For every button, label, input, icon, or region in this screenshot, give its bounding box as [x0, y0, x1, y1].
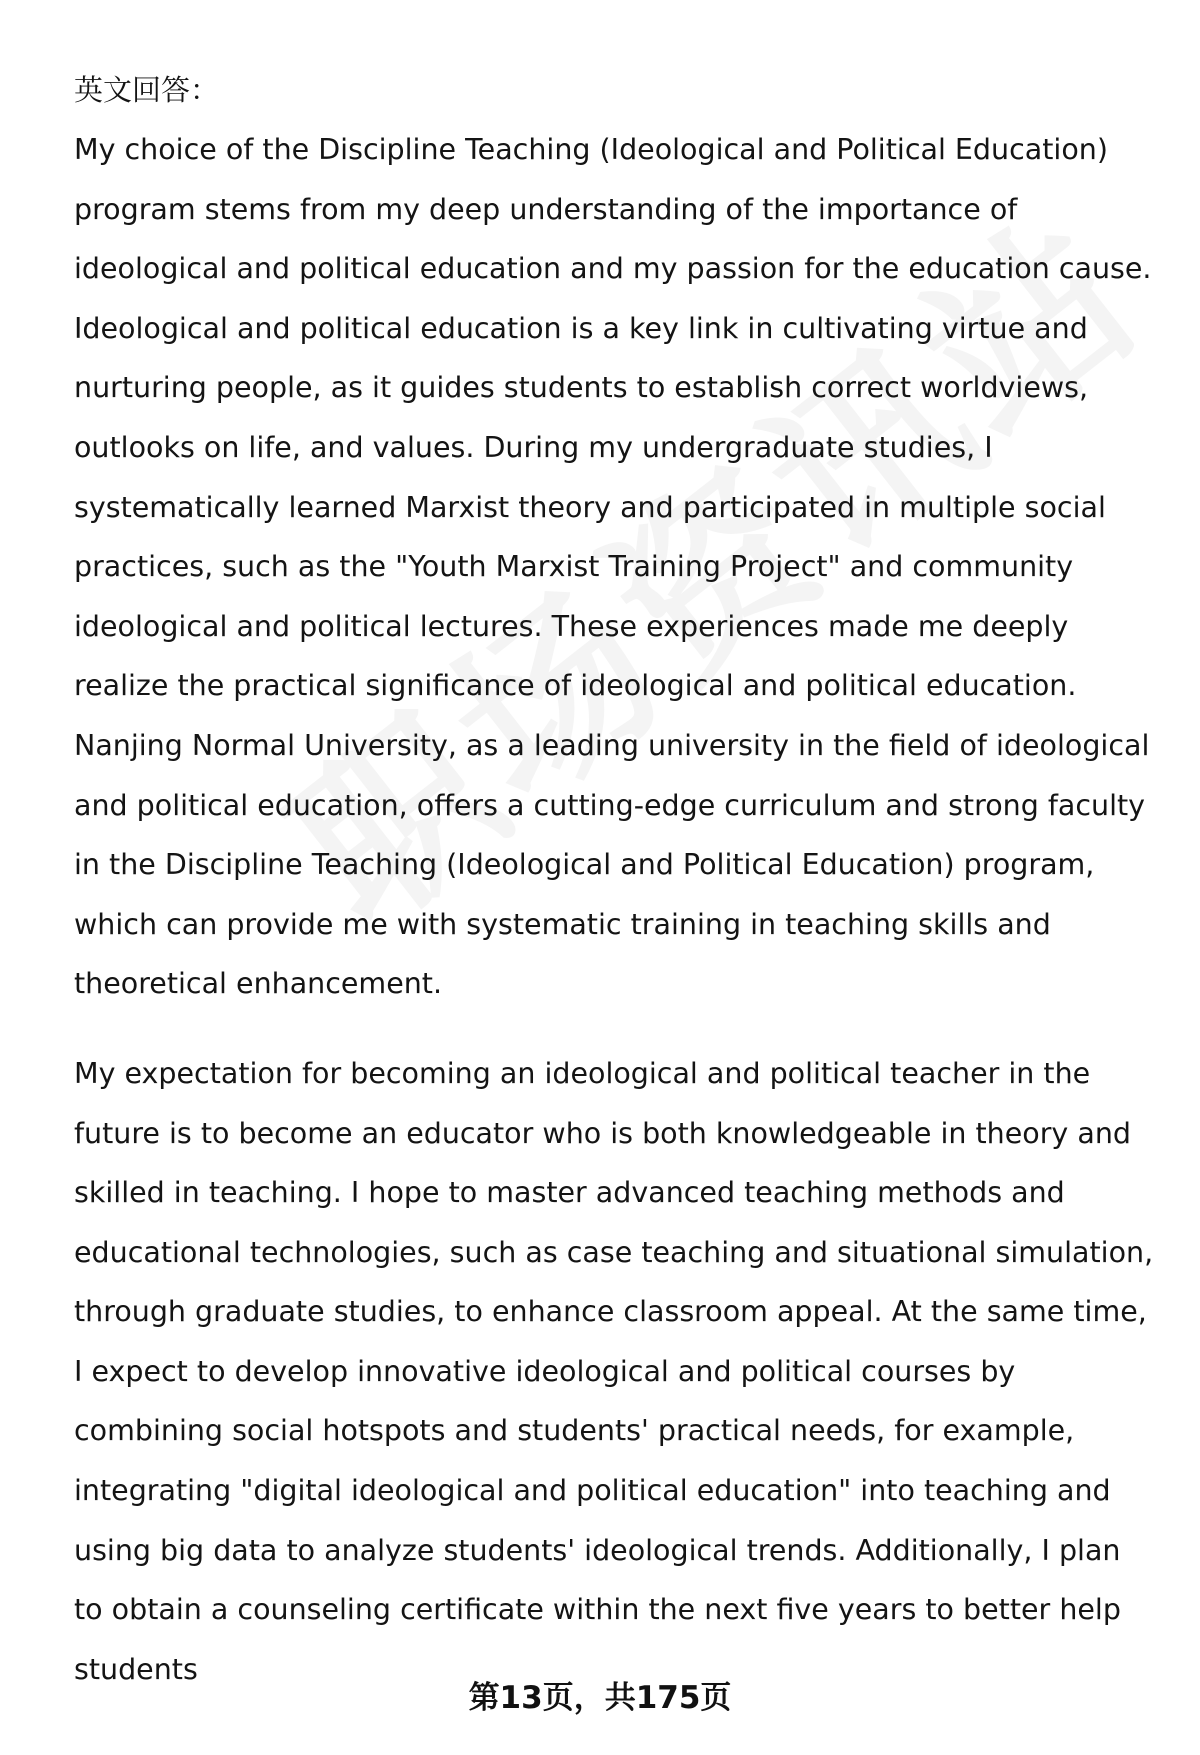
paragraph-2: My expectation for becoming an ideological and political teacher in the future is to become an educator who is both knowledgeable in theory and skilled in teaching. I hope to master advanced teaching methods and educational technologies, such as case teaching and situational simulation, through graduate studies, to enhance classroom appeal. At the same time, I expect to develop innovative ideological and political courses by combining social hotspots and students' practical needs, for example, integrating "digital ideological and political education" into teaching and using big data to analyze students' ideological trends. Additionally, I plan to obtain a counseling certificate within the next five years to better help students — [74, 1056, 1154, 1686]
page-number: 第13页，共175页 — [468, 1680, 732, 1716]
paragraph-1: My choice of the Discipline Teaching (Ideological and Political Education) program stems from my deep understanding of the importance of ideological and political education and my passion for the education cause. Ideological and political education is a key link in cultivating virtue and nurturing people, as it guides students to establish correct worldviews, outlooks on life, and values. During my undergraduate studies, I systematically learned Marxist theory and participated in multiple social practices, such as the "Youth Marxist Training Project" and community ideological and political lectures. These experiences made me deeply realize the practical significance of ideological and political education. Nanjing Normal University, as a leading university in the field of ideological and political education, offers a cutting-edge curriculum and strong faculty in the Discipline Teaching (Ideological and Political Education) program, which can provide me with systematic training in teaching skills and theoretical enhancement. — [74, 133, 1152, 1001]
document-body — [74, 60, 1154, 1699]
section-heading: 英文回答： — [74, 73, 220, 107]
